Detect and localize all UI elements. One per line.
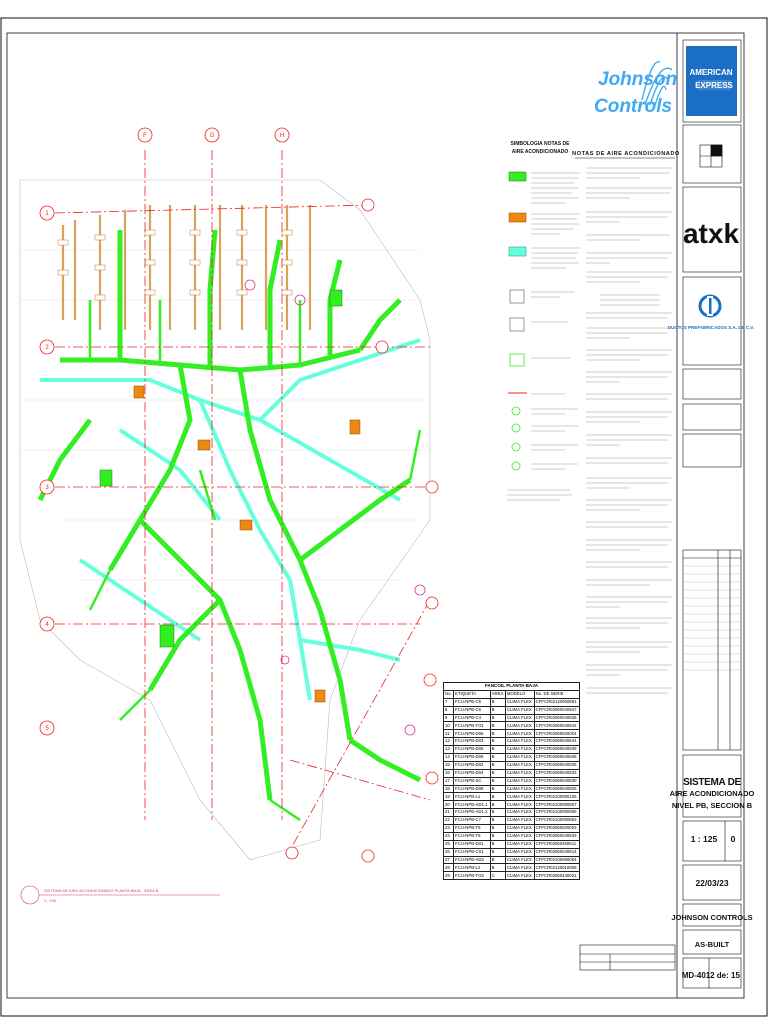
- table-cell: 19: [444, 793, 454, 801]
- fancoil-header-cell: AREA: [490, 690, 505, 698]
- table-row: [444, 722, 580, 730]
- table-row: [444, 864, 580, 872]
- table-cell: CFFCR02060040825: [534, 785, 579, 793]
- table-cell: 24: [444, 832, 454, 840]
- table-cell: FCU-NPB-D06: [454, 730, 491, 738]
- table-cell: FCU-NPB-C5: [454, 698, 491, 706]
- table-row: [444, 872, 580, 880]
- table-cell: CLIMA FLEX: [505, 730, 534, 738]
- table-cell: CLIMA FLEX: [505, 785, 534, 793]
- table-cell: CFFCR02060040835: [534, 714, 579, 722]
- client-value: JOHNSON CONTROLS: [671, 913, 753, 922]
- table-cell: B: [490, 832, 505, 840]
- table-cell: CLIMA FLEX: [505, 840, 534, 848]
- table-cell: CLIMA FLEX: [505, 856, 534, 864]
- svg-text:Controls: Controls: [594, 96, 673, 117]
- svg-text:Johnson: Johnson: [598, 69, 678, 90]
- table-cell: FCU-NPB-C7: [454, 817, 491, 825]
- table-cell: 21: [444, 809, 454, 817]
- table-cell: B: [490, 864, 505, 872]
- table-row: [444, 832, 580, 840]
- table-cell: 7: [444, 698, 454, 706]
- table-cell: B: [490, 761, 505, 769]
- table-cell: FCU-NPB-D03: [454, 738, 491, 746]
- table-cell: 27: [444, 856, 454, 864]
- table-cell: FCU-NPB-L1: [454, 793, 491, 801]
- table-cell: B: [490, 793, 505, 801]
- table-row: [444, 809, 580, 817]
- table-cell: 18: [444, 785, 454, 793]
- table-cell: 14: [444, 754, 454, 762]
- table-row: [444, 738, 580, 746]
- table-cell: 15: [444, 761, 454, 769]
- atxk-logo: atxk: [682, 218, 740, 249]
- table-row: [444, 840, 580, 848]
- table-row: [444, 848, 580, 856]
- notes-title: NOTAS DE AIRE ACONDICIONADO: [572, 151, 680, 157]
- table-cell: 17: [444, 777, 454, 785]
- table-row: [444, 825, 580, 833]
- table-cell: FCU-NPB-T5: [454, 825, 491, 833]
- table-cell: CFFCR02060040833: [534, 832, 579, 840]
- grid-label-5: 5: [45, 726, 49, 732]
- table-row: [444, 777, 580, 785]
- table-cell: CLIMA FLEX: [505, 832, 534, 840]
- table-row: [444, 761, 580, 769]
- table-cell: FCU-NPB-AD2: [454, 856, 491, 864]
- table-row: [444, 817, 580, 825]
- legend-title-line1: SIMBOLOGIA NOTAS DE: [510, 141, 570, 147]
- table-cell: FCU-NPB-AD1.1: [454, 801, 491, 809]
- table-row: [444, 714, 580, 722]
- table-cell: FCU-NPB-TO1: [454, 722, 491, 730]
- title-block: [580, 40, 741, 988]
- table-cell: FCU-NPB-TO3: [454, 872, 491, 880]
- table-cell: CLIMA FLEX: [505, 872, 534, 880]
- table-cell: B: [490, 706, 505, 714]
- table-cell: 25: [444, 840, 454, 848]
- table-cell: B: [490, 856, 505, 864]
- table-cell: CLIMA FLEX: [505, 777, 534, 785]
- table-row: [444, 698, 580, 706]
- grid-label-1: 1: [45, 211, 49, 217]
- floor-plan: [20, 128, 438, 904]
- fancoil-table: [443, 682, 580, 880]
- table-cell: CLIMA FLEX: [505, 754, 534, 762]
- table-cell: B: [490, 738, 505, 746]
- amex-logo-line1: AMERICAN: [689, 68, 733, 77]
- table-cell: CLIMA FLEX: [505, 706, 534, 714]
- fancoil-header-cell: No.: [444, 690, 454, 698]
- grid-label-f: F: [143, 133, 147, 139]
- table-row: [444, 746, 580, 754]
- table-row: [444, 785, 580, 793]
- table-cell: CLIMA FLEX: [505, 793, 534, 801]
- table-cell: FCU-NPB-C4: [454, 714, 491, 722]
- table-cell: FCU-NPB-D08: [454, 785, 491, 793]
- project-title-line1: SISTEMA DE: [683, 777, 741, 788]
- table-cell: CFFCR02060040838: [534, 754, 579, 762]
- table-row: [444, 706, 580, 714]
- fancoil-table-title: FANCOIL PLANTA BAJA: [444, 683, 580, 691]
- revision-value: 0: [730, 834, 736, 844]
- table-cell: B: [490, 746, 505, 754]
- legend-title-line2: AIRE ACONDICIONADO: [511, 149, 569, 155]
- table-cell: CFFCR02060040814: [534, 848, 579, 856]
- table-cell: 28: [444, 864, 454, 872]
- scale-value: 1 : 125: [690, 834, 718, 844]
- table-cell: FCU-NPB-D02: [454, 761, 491, 769]
- table-cell: FCU-NPB-D09: [454, 754, 491, 762]
- fancoil-header-cell: No. DE SERIE: [534, 690, 579, 698]
- table-cell: CFFCR02060040833: [534, 769, 579, 777]
- table-cell: CFFCR02100080853: [534, 817, 579, 825]
- fancoil-table-header: [444, 690, 580, 698]
- table-cell: CLIMA FLEX: [505, 848, 534, 856]
- table-row: [444, 856, 580, 864]
- table-cell: B: [490, 722, 505, 730]
- table-row: [444, 754, 580, 762]
- table-cell: FCU-NPB-L2: [454, 864, 491, 872]
- table-cell: B: [490, 840, 505, 848]
- grid-label-2: 2: [45, 345, 49, 351]
- table-row: [444, 793, 580, 801]
- grid-label-3: 3: [45, 485, 49, 491]
- table-cell: CFFCR02060440021: [534, 872, 579, 880]
- table-cell: CLIMA FLEX: [505, 864, 534, 872]
- table-cell: CFFCR02060040830: [534, 777, 579, 785]
- table-row: [444, 730, 580, 738]
- table-cell: CFFCR02120060891: [534, 698, 579, 706]
- table-cell: CFFCR02060450511: [534, 840, 579, 848]
- table-cell: 11: [444, 730, 454, 738]
- table-cell: FCU-NPB-T6: [454, 832, 491, 840]
- table-cell: FCU-NPB-AD1.2: [454, 809, 491, 817]
- fancoil-header-cell: MODELO: [505, 690, 534, 698]
- table-cell: CFFCR02100080106: [534, 793, 579, 801]
- table-cell: CLIMA FLEX: [505, 722, 534, 730]
- table-cell: 12: [444, 738, 454, 746]
- contractor-name: DUCTOS PREFABRICADOS S.A. DE C.V.: [667, 325, 755, 330]
- view-title: SISTEMA DE AIRE ACONDICIONADO PLANTA BAJA - ÁREA B: [44, 888, 159, 893]
- table-cell: CFFCR02100080004: [534, 856, 579, 864]
- table-cell: CFFCR02060040839: [534, 746, 579, 754]
- table-cell: CFFCR02100080857: [534, 801, 579, 809]
- table-cell: C: [490, 872, 505, 880]
- contractor-logo: [700, 296, 720, 316]
- table-cell: FCU-NPB-SC: [454, 777, 491, 785]
- table-cell: CLIMA FLEX: [505, 746, 534, 754]
- table-cell: B: [490, 754, 505, 762]
- table-row: [444, 769, 580, 777]
- table-cell: CFFCR02060020003: [534, 825, 579, 833]
- table-cell: FCU-NPB-D01: [454, 840, 491, 848]
- table-cell: B: [490, 825, 505, 833]
- grid-label-4: 4: [45, 622, 49, 628]
- table-cell: CLIMA FLEX: [505, 761, 534, 769]
- table-cell: CFFCR02060040847: [534, 706, 579, 714]
- amex-logo-line2: EXPRESS: [695, 81, 733, 90]
- table-cell: 23: [444, 825, 454, 833]
- table-cell: B: [490, 730, 505, 738]
- table-cell: B: [490, 817, 505, 825]
- table-cell: 22: [444, 817, 454, 825]
- johnson-controls-logo: [594, 62, 677, 117]
- table-cell: B: [490, 769, 505, 777]
- table-cell: FCU-NPB-C6: [454, 706, 491, 714]
- table-cell: B: [490, 714, 505, 722]
- table-cell: FCU-NPB-D04: [454, 769, 491, 777]
- table-cell: FCU-NPB-D05: [454, 746, 491, 754]
- table-row: [444, 801, 580, 809]
- table-cell: 20: [444, 801, 454, 809]
- table-cell: CFFCR02100080855: [534, 809, 579, 817]
- table-cell: CLIMA FLEX: [505, 714, 534, 722]
- table-cell: B: [490, 777, 505, 785]
- table-cell: 16: [444, 769, 454, 777]
- plan-number-value: MD-401: [681, 971, 711, 980]
- table-cell: CLIMA FLEX: [505, 817, 534, 825]
- status-value: AS-BUILT: [694, 940, 730, 949]
- table-cell: CLIMA FLEX: [505, 809, 534, 817]
- table-cell: CLIMA FLEX: [505, 698, 534, 706]
- table-cell: B: [490, 809, 505, 817]
- table-cell: 10: [444, 722, 454, 730]
- table-cell: B: [490, 848, 505, 856]
- table-cell: CFFCR02120010006: [534, 864, 579, 872]
- table-cell: 26: [444, 848, 454, 856]
- fancoil-table-body: [444, 698, 580, 879]
- grid-label-h: H: [279, 133, 285, 139]
- table-cell: 8: [444, 706, 454, 714]
- legend-symbols: [508, 172, 527, 470]
- project-title-line3: NIVEL PB, SECCION B: [671, 801, 753, 810]
- view-scale: 1 : 100: [44, 898, 57, 903]
- table-cell: B: [490, 801, 505, 809]
- table-cell: B: [490, 785, 505, 793]
- table-cell: CFFCR02060020004: [534, 730, 579, 738]
- table-cell: CFFCR02060040844: [534, 738, 579, 746]
- table-cell: CFFCR02060040842: [534, 722, 579, 730]
- table-cell: CFFCR02060040835: [534, 761, 579, 769]
- table-cell: 13: [444, 746, 454, 754]
- table-cell: 29: [444, 872, 454, 880]
- date-value: 22/03/23: [695, 878, 729, 888]
- grid-label-g: G: [209, 133, 215, 139]
- notes-text-lines: [586, 168, 672, 693]
- table-cell: 9: [444, 714, 454, 722]
- table-cell: CLIMA FLEX: [505, 738, 534, 746]
- table-cell: CLIMA FLEX: [505, 801, 534, 809]
- table-cell: CLIMA FLEX: [505, 769, 534, 777]
- sheet-value: 2 de: 15: [710, 971, 740, 980]
- fancoil-header-cell: ETIQUETA: [454, 690, 491, 698]
- project-title-line2: AIRE ACONDICIONADO: [669, 789, 755, 798]
- table-cell: CLIMA FLEX: [505, 825, 534, 833]
- key-plan-icon: [700, 145, 722, 167]
- table-cell: FCU-NPB-CS1: [454, 848, 491, 856]
- table-cell: B: [490, 698, 505, 706]
